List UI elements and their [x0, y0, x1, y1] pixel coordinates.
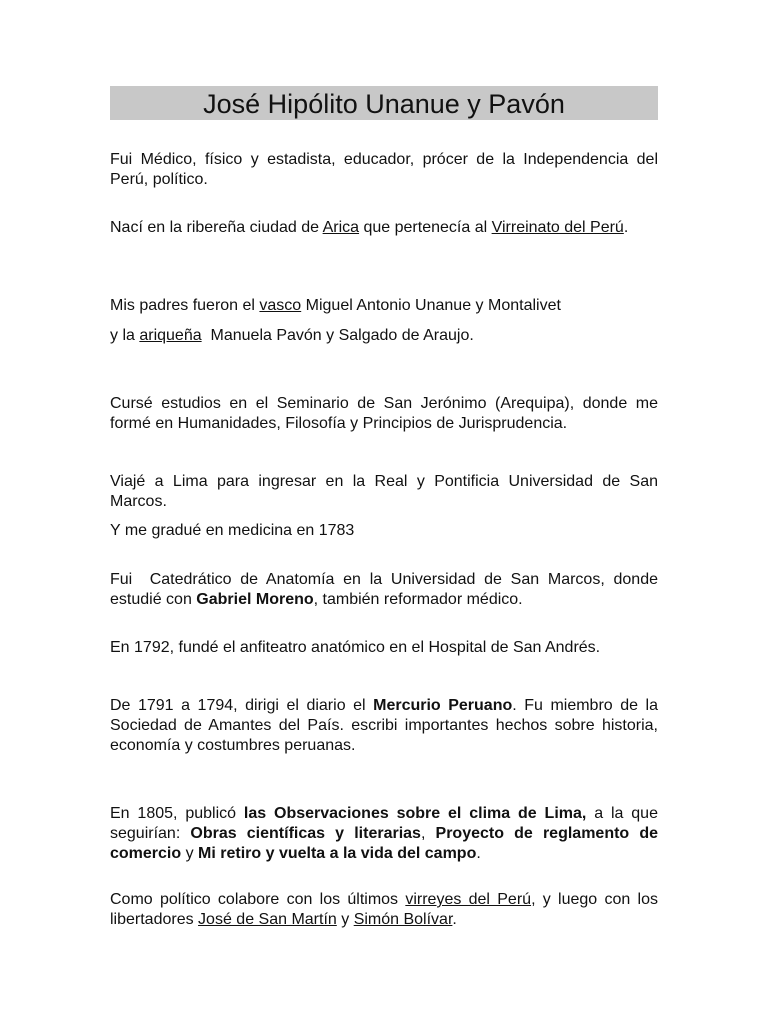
- name-gabriel-moreno: Gabriel Moreno: [196, 591, 314, 608]
- paragraph-lima: Viajé a Lima para ingresar en la Real y Pontificia Universidad de San Marcos.: [110, 473, 658, 510]
- paragraph-anfiteatro: En 1792, fundé el anfiteatro anatómico en el Hospital de San Andrés.: [110, 639, 601, 656]
- link-vasco[interactable]: vasco: [259, 297, 302, 314]
- title-mercurio-peruano: Mercurio Peruano: [373, 697, 513, 714]
- paragraph-father: Mis padres fueron el vasco Miguel Antonio Unanue y Montalivet: [110, 297, 561, 314]
- link-bolivar[interactable]: Simón Bolívar: [353, 911, 453, 928]
- paragraph-mother: y la ariqueña Manuela Pavón y Salgado de Araujo.: [110, 327, 474, 344]
- link-virreyes[interactable]: virreyes del Perú: [405, 891, 532, 908]
- paragraph-mercurio: De 1791 a 1794, dirigi el diario el Mercurio Peruano. Fu miembro de la Sociedad de Amantes del País. escribi importantes hechos sobre historia, economía y costumbres peruanas.: [110, 697, 659, 754]
- paragraph-politics: Como político colabore con los últimos virreyes del Perú, y luego con los libertadores José de San Martín y Simón Bolívar.: [110, 891, 659, 928]
- paragraph-birthplace: Nací en la ribereña ciudad de Arica que pertenecía al Virreinato del Perú.: [110, 219, 629, 236]
- link-san-martin[interactable]: José de San Martín: [198, 911, 337, 928]
- paragraph-profession: Fui Médico, físico y estadista, educador, prócer de la Independencia del Perú, político.: [110, 151, 658, 188]
- paragraph-studies: Cursé estudios en el Seminario de San Jerónimo (Arequipa), donde me formé en Humanidades, Filosofía y Principios de Jurisprudencia.: [110, 395, 658, 432]
- link-arica[interactable]: Arica: [322, 219, 360, 236]
- paragraph-catedratico: Fui Catedrático de Anatomía en la Universidad de San Marcos, donde estudié con Gabriel Moreno, también reformador médico.: [110, 571, 663, 608]
- page-title: José Hipólito Unanue y Pavón: [110, 86, 658, 120]
- link-virreinato[interactable]: Virreinato del Perú: [491, 219, 624, 236]
- link-ariquena[interactable]: ariqueña: [139, 327, 202, 344]
- paragraph-graduation: Y me gradué en medicina en 1783: [110, 522, 355, 539]
- paragraph-publications: En 1805, publicó las Observaciones sobre el clima de Lima, a la que seguirían: Obras científicas y literarias, Proyecto de reglamento de comercio y Mi retiro y vuelta a la vida del campo.: [110, 805, 659, 862]
